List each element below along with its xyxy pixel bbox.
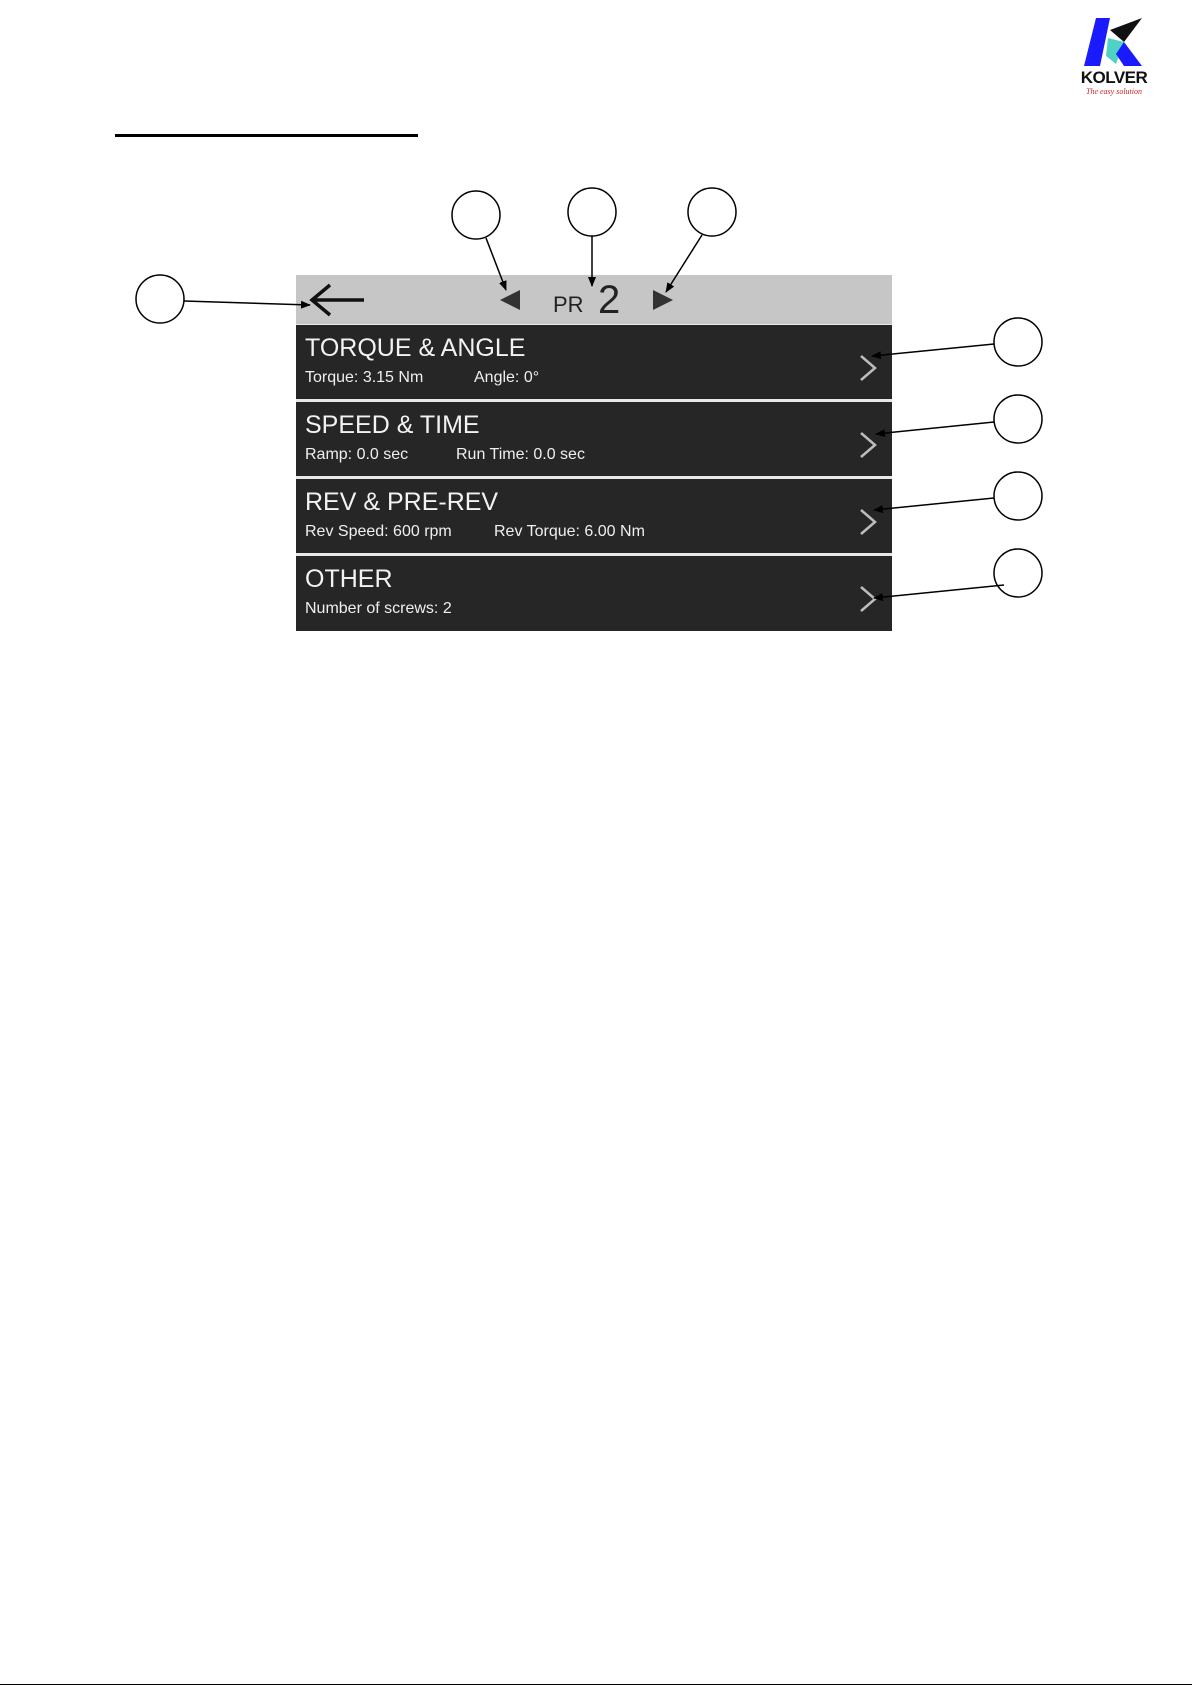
menu-row-other[interactable]	[296, 556, 892, 631]
callout-circle-program	[568, 188, 616, 236]
rev-torque-value: Rev Torque: 6.00 Nm	[494, 523, 645, 540]
callout-circle-speed-time	[994, 395, 1042, 443]
triangle-right-icon	[651, 288, 675, 312]
number-of-screws-value: Number of screws: 2	[305, 600, 452, 617]
menu-row-title: SPEED & TIME	[305, 411, 480, 439]
menu-row-title: REV & PRE-REV	[305, 488, 499, 516]
chevron-right-icon	[858, 507, 878, 537]
kolver-logo-text: KOLVER	[1080, 68, 1148, 87]
chevron-right-icon	[858, 353, 878, 383]
previous-program-button[interactable]	[498, 288, 522, 312]
menu-row-title: OTHER	[305, 565, 393, 593]
rev-speed-value: Rev Speed: 600 rpm	[305, 523, 452, 540]
arrow-left-icon	[306, 282, 368, 318]
torque-value: Torque: 3.15 Nm	[305, 369, 424, 386]
callout-circle-back	[136, 275, 184, 323]
program-number: 2	[598, 278, 621, 322]
menu-row-details	[305, 369, 539, 387]
kolver-logo-mark	[1080, 16, 1148, 70]
leader-rev	[874, 498, 994, 510]
ramp-value: Ramp: 0.0 sec	[305, 446, 409, 463]
menu-row-title: TORQUE & ANGLE	[305, 334, 526, 362]
menu-row-details	[305, 446, 585, 464]
triangle-left-icon	[498, 288, 522, 312]
callout-circle-rev	[994, 472, 1042, 520]
chevron-right-icon	[858, 430, 878, 460]
menu-row-details	[305, 600, 452, 618]
leader-back	[184, 301, 310, 305]
angle-value: Angle: 0°	[474, 369, 540, 386]
menu-row-speed-time[interactable]	[296, 402, 892, 476]
menu-row-torque-angle[interactable]	[296, 325, 892, 399]
menu-row-details	[305, 523, 645, 541]
kolver-logo	[1080, 16, 1148, 102]
screen-header	[296, 275, 892, 324]
callout-circle-next	[688, 188, 736, 236]
callout-circle-prev	[452, 191, 500, 239]
callout-circle-other	[994, 549, 1042, 597]
heading-underline	[115, 134, 418, 137]
menu-row-rev-pre-rev[interactable]	[296, 479, 892, 553]
kolver-logo-tagline: The easy solution	[1086, 87, 1142, 96]
leader-other	[874, 585, 1004, 598]
back-button[interactable]	[306, 282, 368, 318]
chevron-right-icon	[858, 584, 878, 614]
next-program-button[interactable]	[651, 288, 675, 312]
program-settings-screen	[296, 275, 892, 631]
leader-speed-time	[876, 422, 994, 434]
callout-circle-torque-angle	[994, 318, 1042, 366]
program-label: PR	[553, 292, 584, 317]
run-time-value: Run Time: 0.0 sec	[456, 446, 585, 463]
